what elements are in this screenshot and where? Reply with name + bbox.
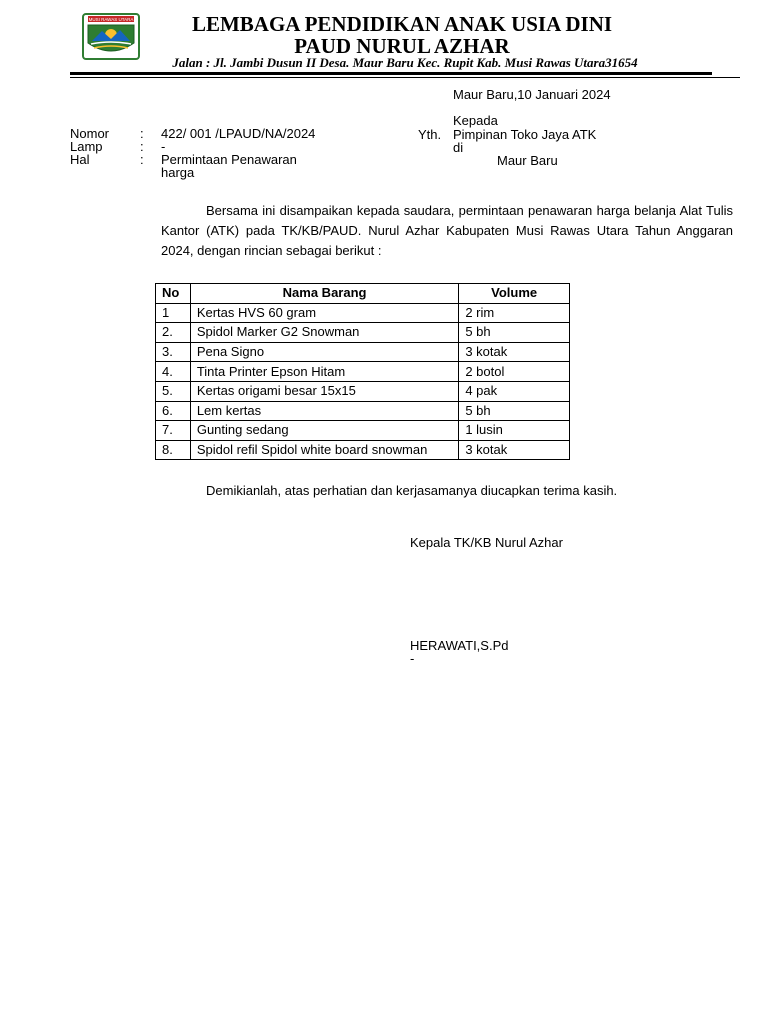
- table-header-row: [156, 284, 570, 304]
- header-item-name: Nama Barang: [190, 284, 458, 304]
- row-no: 4.: [156, 362, 191, 382]
- row-item-name: Lem kertas: [190, 401, 458, 421]
- row-volume: 1 lusin: [459, 421, 570, 441]
- recipient-yth: Yth.: [418, 127, 442, 142]
- school-address: Jalan : Jl. Jambi Dusun II Desa. Maur Baru Kec. Rupit Kab. Musi Rawas Utara31654: [172, 55, 638, 70]
- row-no: 5.: [156, 381, 191, 401]
- table-row: [156, 303, 570, 323]
- row-volume: 5 bh: [459, 323, 570, 343]
- row-item-name: Spidol refil Spidol white board snowman: [190, 440, 458, 460]
- recipient-di: di: [453, 140, 464, 155]
- row-item-name: Spidol Marker G2 Snowman: [190, 323, 458, 343]
- row-item-name: Tinta Printer Epson Hitam: [190, 362, 458, 382]
- recipient-city: Maur Baru: [497, 153, 558, 168]
- row-volume: 2 rim: [459, 303, 570, 323]
- lamp-label: Lamp: [70, 139, 103, 154]
- signatory-title: Kepala TK/KB Nurul Azhar: [410, 535, 563, 550]
- row-no: 6.: [156, 401, 191, 421]
- letterhead-divider-thin: [70, 77, 740, 78]
- svg-text:MUSI RAWAS UTARA: MUSI RAWAS UTARA: [88, 17, 134, 22]
- lamp-value: -: [161, 139, 166, 154]
- header-no: No: [156, 284, 191, 304]
- nomor-value: 422/ 001 /LPAUD/NA/2024: [161, 126, 316, 141]
- table-row: [156, 323, 570, 343]
- row-no: 8.: [156, 440, 191, 460]
- items-table: [155, 283, 570, 460]
- row-volume: 3 kotak: [459, 342, 570, 362]
- row-item-name: Kertas origami besar 15x15: [190, 381, 458, 401]
- regency-logo: [82, 13, 140, 60]
- hal-colon: :: [140, 152, 144, 167]
- hal-label: Hal: [70, 152, 90, 167]
- letter-date: Maur Baru,10 Januari 2024: [453, 87, 611, 102]
- row-no: 1: [156, 303, 191, 323]
- row-volume: 3 kotak: [459, 440, 570, 460]
- school-name: PAUD NURUL AZHAR: [294, 34, 510, 58]
- row-no: 2.: [156, 323, 191, 343]
- row-volume: 4 pak: [459, 381, 570, 401]
- table-row: [156, 362, 570, 382]
- letterhead-divider-thick: [70, 72, 712, 75]
- row-no: 3.: [156, 342, 191, 362]
- signatory-nip: -: [410, 651, 415, 666]
- row-item-name: Kertas HVS 60 gram: [190, 303, 458, 323]
- signatory-name: HERAWATI,S.Pd: [410, 638, 509, 653]
- institution-name: LEMBAGA PENDIDIKAN ANAK USIA DINI: [191, 12, 613, 36]
- nomor-colon: :: [140, 126, 144, 141]
- row-volume: 2 botol: [459, 362, 570, 382]
- table-row: [156, 421, 570, 441]
- table-row: [156, 381, 570, 401]
- row-no: 7.: [156, 421, 191, 441]
- table-row: [156, 401, 570, 421]
- hal-value: Permintaan Penawaran harga: [161, 152, 297, 180]
- header-volume: Volume: [459, 284, 570, 304]
- lamp-colon: :: [140, 139, 144, 154]
- nomor-label: Nomor: [70, 126, 110, 141]
- table-row: [156, 440, 570, 460]
- recipient-name: Pimpinan Toko Jaya ATK: [453, 127, 597, 142]
- table-row: [156, 342, 570, 362]
- closing-sentence: Demikianlah, atas perhatian dan kerjasamanya diucapkan terima kasih.: [206, 483, 618, 498]
- intro-paragraph: Bersama ini disampaikan kepada saudara, permintaan penawaran harga belanja Alat Tulis Kantor (ATK) pada TK/KB/PAUD. Nurul Azhar Kabupaten Musi Rawas Utara Tahun Anggaran 2024, dengan rincian sebagai berikut :: [161, 203, 733, 258]
- row-volume: 5 bh: [459, 401, 570, 421]
- recipient-kepada: Kepada: [453, 113, 498, 128]
- row-item-name: Gunting sedang: [190, 421, 458, 441]
- row-item-name: Pena Signo: [190, 342, 458, 362]
